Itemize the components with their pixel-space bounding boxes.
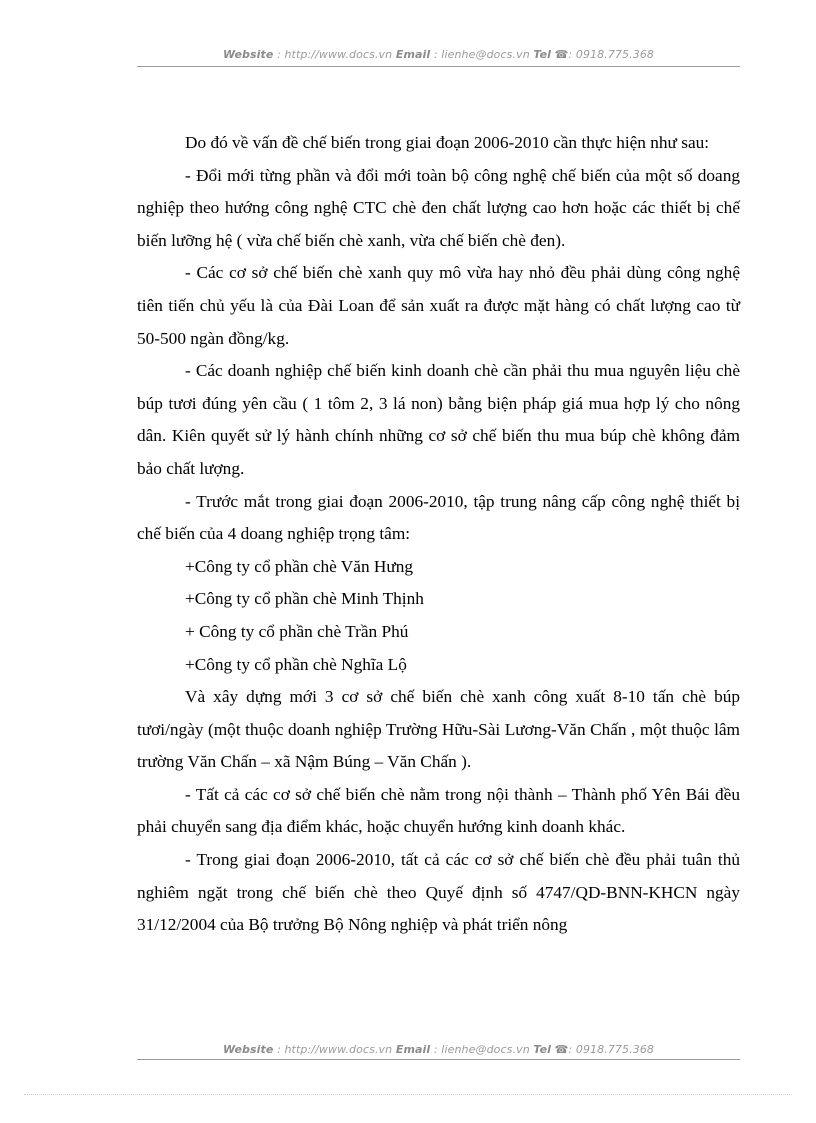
page-header — [137, 48, 740, 61]
paragraph-2: - Đổi mới từng phần và đổi mới toàn bộ công nghệ chế biến của một số doang nghiệp theo hướng công nghệ CTC chè đen chất lượng cao hơn hoặc các thiết bị chế biến lưỡng hệ ( vừa chế biến chè xanh, vừa chế biến chè đen). — [137, 165, 740, 250]
paragraph-8: - Trong giai đoạn 2006-2010, tất cả các cơ sở chế biến chè đều phải tuân thủ nghiêm ngặt trong chế biến chè theo Quyế định số 4747/QD-BNN-KHCN ngày 31/12/2004 của Bộ trưởng Bộ Nông nghiệp và phát triển nông — [137, 850, 740, 935]
document-body — [137, 127, 740, 942]
list-item: +Công ty cổ phần chè Văn Hưng — [185, 556, 414, 576]
footer-website-label: Website — [222, 1043, 274, 1056]
header-tel-value: : 0918.775.368 — [568, 48, 655, 61]
list-item: +Công ty cổ phần chè Nghĩa Lộ — [185, 654, 407, 674]
phone-icon: ☎ — [554, 48, 569, 61]
header-rule — [137, 66, 740, 67]
list-item: +Công ty cổ phần chè Minh Thịnh — [185, 589, 424, 609]
footer-tel-label: Tel — [533, 1043, 552, 1056]
paragraph-6: Và xây dựng mới 3 cơ sở chế biến chè xanh công xuất 8-10 tấn chè búp tươi/ngày (một thuộc doanh nghiệp Trường Hữu-Sài Lương-Văn Chấn , một thuộc lâm trường Văn Chấn – xã Nậm Búng – Văn Chấn ). — [137, 687, 740, 772]
header-website-label: Website — [222, 48, 274, 61]
footer-email-label: Email — [395, 1043, 431, 1056]
paragraph-4: - Các doanh nghiệp chế biến kinh doanh chè cần phải thu mua nguyên liệu chè búp tươi đúng yên cầu ( 1 tôm 2, 3 lá non) bằng biện pháp giá mua hợp lý cho nông dân. Kiên quyết sử lý hành chính những cơ sở chế biến thu mua búp chè không đảm bảo chất lượng. — [137, 361, 740, 478]
paragraph-1: Do đó về vấn đề chế biến trong giai đoạn 2006-2010 cần thực hiện như sau: — [185, 133, 710, 152]
phone-icon: ☎ — [554, 1043, 569, 1056]
list-item: + Công ty cổ phần chè Trần Phú — [185, 621, 409, 641]
page-footer — [137, 1043, 740, 1056]
page-edge-divider — [24, 1094, 792, 1095]
paragraph-7: - Tất cả các cơ sở chế biến chè nằm trong nội thành – Thành phố Yên Bái đều phải chuyển sang địa điểm khác, hoặc chuyển hướng kinh doanh khác. — [137, 784, 740, 837]
header-tel-label: Tel — [533, 48, 552, 61]
footer-rule — [137, 1059, 740, 1060]
header-email-label: Email — [395, 48, 431, 61]
paragraph-3: - Các cơ sở chế biến chè xanh quy mô vừa hay nhỏ đều phải dùng công nghệ tiên tiến chủ yếu là của Đài Loan để sản xuất ra được mặt hàng có chất lượng cao từ 50-500 ngàn đồng/kg. — [137, 263, 740, 348]
paragraph-5: - Trước mắt trong giai đoạn 2006-2010, tập trung nâng cấp công nghệ thiết bị chế biến của 4 doang nghiệp trọng tâm: — [137, 491, 740, 544]
footer-email-value: : lienhe@docs.vn — [433, 1043, 530, 1056]
header-website-value: : http://www.docs.vn — [277, 48, 393, 61]
footer-tel-value: : 0918.775.368 — [568, 1043, 655, 1056]
header-email-value: : lienhe@docs.vn — [433, 48, 530, 61]
footer-website-value: : http://www.docs.vn — [277, 1043, 393, 1056]
